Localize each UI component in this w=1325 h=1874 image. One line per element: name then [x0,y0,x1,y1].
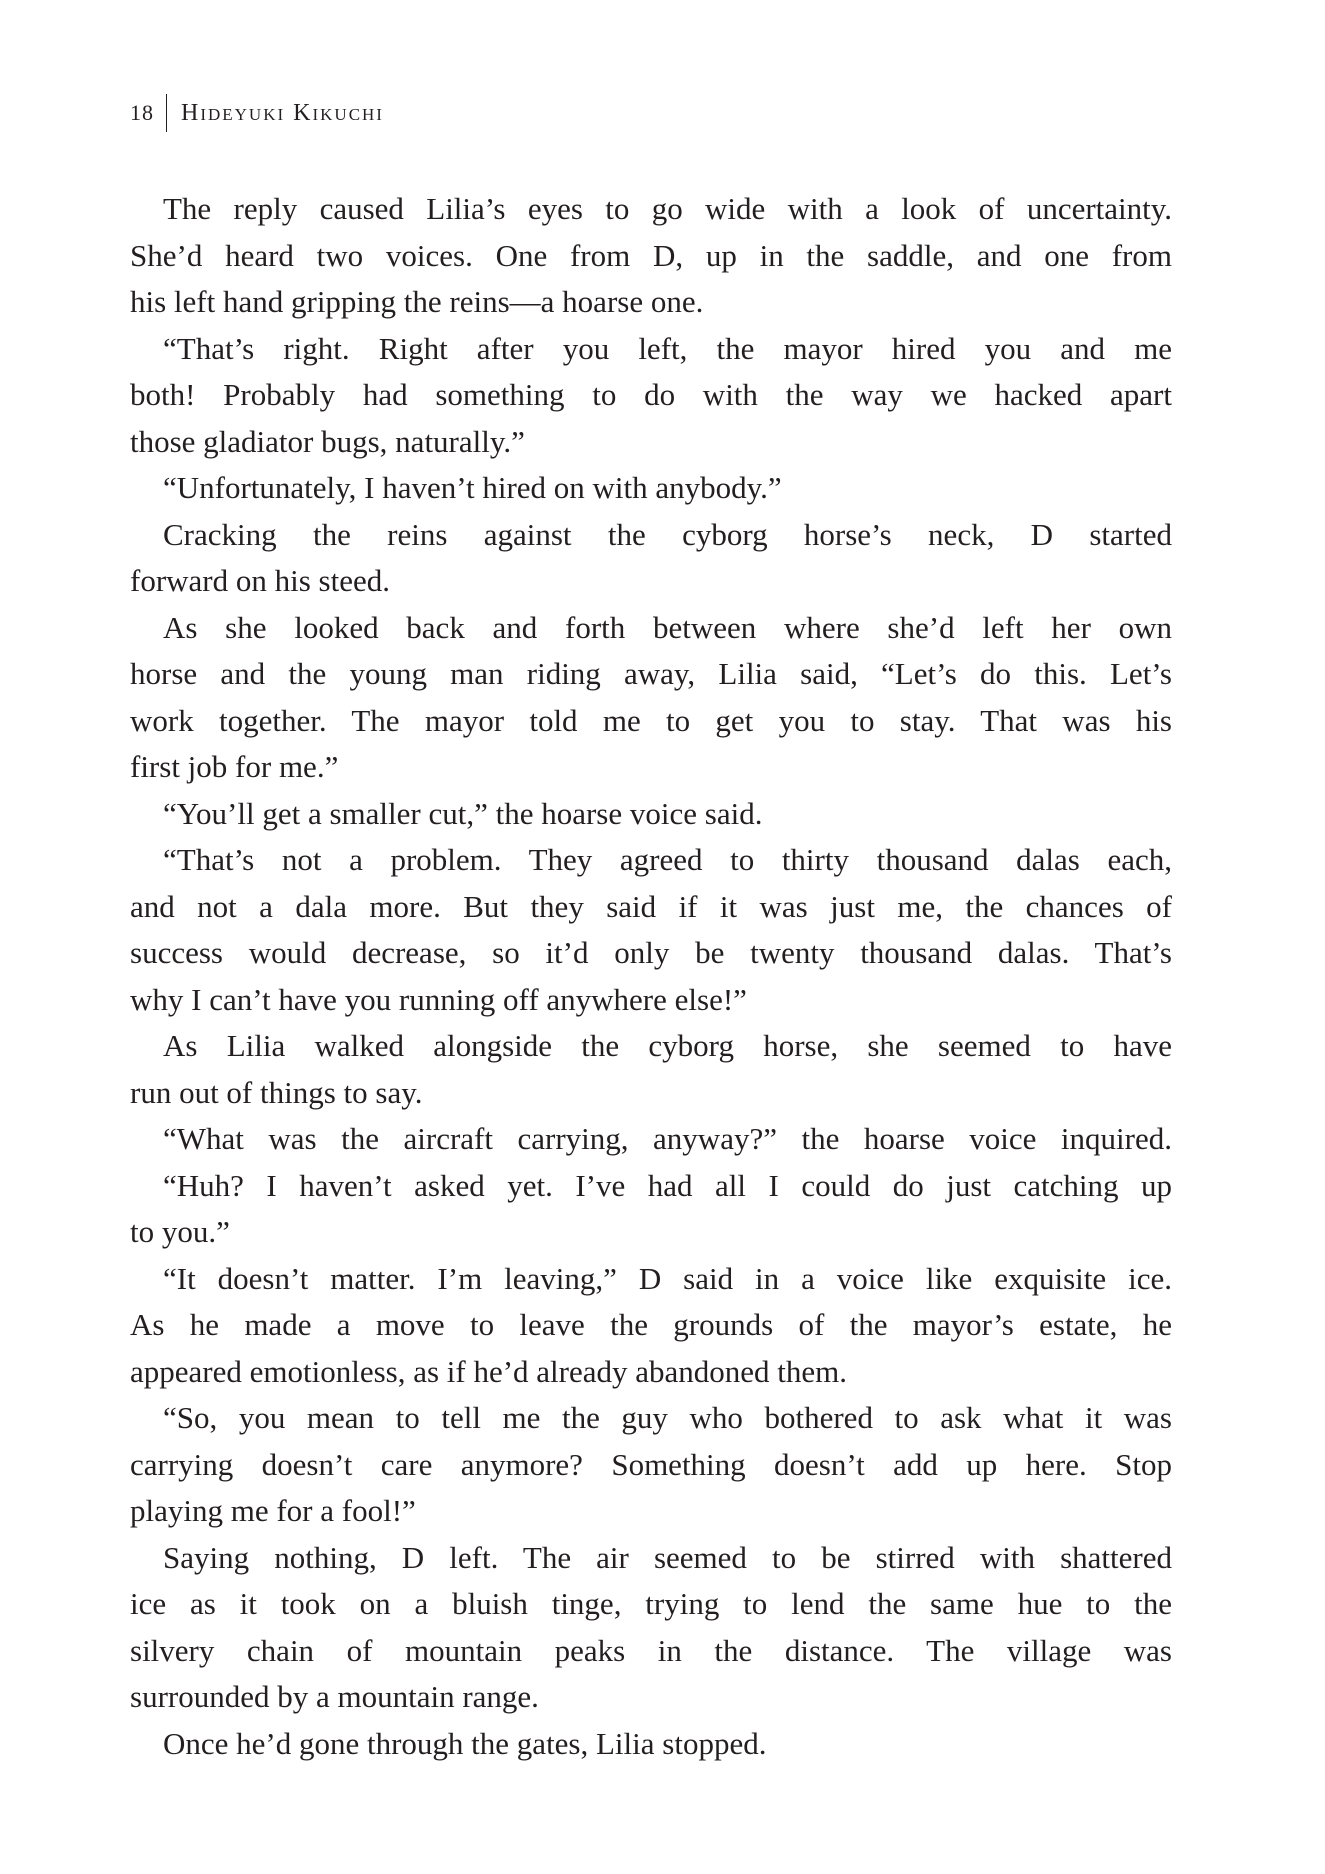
text-line: surrounded by a mountain range. [130,1679,539,1714]
text-line: “You’ll get a smaller cut,” the hoarse voice said. [163,795,763,831]
text-line: As Lilia walked alongside the cyborg horse, she seemed to have [163,1028,1172,1063]
text-line: “Huh? I haven’t asked yet. I’ve had all I could do just catching up [163,1167,1172,1203]
text-line: “It doesn’t matter. I’m leaving,” D said in a voice like exquisite ice. [163,1260,1172,1296]
text-line: As he made a move to leave the grounds of the mayor’s estate, he [130,1307,1172,1342]
text-line: “That’s right. Right after you left, the mayor hired you and me [163,330,1172,366]
page-number: 18 [130,100,154,125]
text-line: silvery chain of mountain peaks in the distance. The village was [130,1632,1172,1668]
text-line: success would decrease, so it’d only be twenty thousand dalas. That’s [130,935,1172,970]
text-line: “That’s not a problem. They agreed to thirty thousand dalas each, [163,842,1172,877]
text-line: playing me for a fool!” [130,1493,416,1528]
text-line: Cracking the reins against the cyborg horse’s neck, D started [163,516,1172,552]
text-line: As she looked back and forth between where she’d left her own [163,609,1172,645]
text-line: both! Probably had something to do with the way we hacked apart [130,377,1172,412]
text-line: those gladiator bugs, naturally.” [130,423,525,459]
running-head [130,93,384,133]
text-line: and not a dala more. But they said if it was just me, the chances of [130,888,1172,924]
text-line: carrying doesn’t care anymore? Something doesn’t add up here. Stop [130,1446,1172,1482]
text-line: first job for me.” [130,749,339,784]
body-text [130,186,1172,1767]
text-line: his left hand gripping the reins—a hoarse one. [130,284,704,319]
text-line: “So, you mean to tell me the guy who bothered to ask what it was [163,1400,1172,1435]
text-line: “What was the aircraft carrying, anyway?” the hoarse voice inquired. [163,1121,1172,1156]
text-line: The reply caused Lilia’s eyes to go wide with a look of uncertainty. [163,191,1172,226]
text-line: horse and the young man riding away, Lilia said, “Let’s do this. Let’s [130,656,1172,691]
text-line: run out of things to say. [130,1074,423,1110]
text-line: why I can’t have you running off anywhere else!” [130,981,747,1017]
text-line: She’d heard two voices. One from D, up in the saddle, and one from [130,237,1172,273]
text-line: Saying nothing, D left. The air seemed to be stirred with shattered [163,1539,1172,1575]
text-line: Once he’d gone through the gates, Lilia stopped. [163,1725,767,1761]
author-name: Hideyuki Kikuchi [181,99,384,126]
text-line: to you.” [130,1214,230,1249]
text-line: work together. The mayor told me to get you to stay. That was his [130,702,1172,738]
text-line: appeared emotionless, as if he’d already abandoned them. [130,1353,848,1389]
text-line: forward on his steed. [130,563,390,598]
text-line: ice as it took on a bluish tinge, trying to lend the same hue to the [130,1586,1172,1621]
text-line: “Unfortunately, I haven’t hired on with anybody.” [163,470,782,505]
